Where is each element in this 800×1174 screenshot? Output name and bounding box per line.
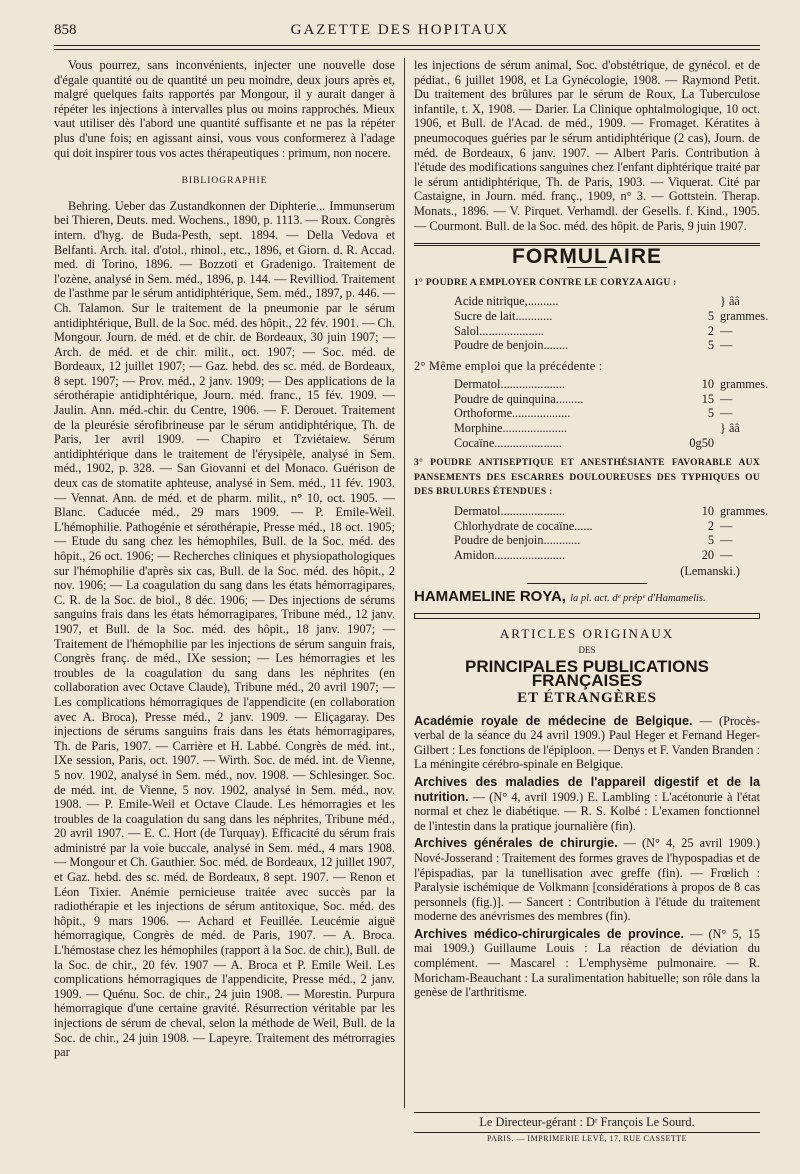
formula-line — [414, 324, 760, 339]
formula-line — [414, 406, 760, 421]
formula-line — [414, 294, 760, 309]
formula-3-credit: (Lemanski.) — [680, 564, 740, 579]
formula-name: Chlorhydrate de cocaïne...... — [454, 518, 593, 533]
articles-heading: ARTICLES ORIGINAUX — [499, 625, 675, 641]
publication-entry — [414, 927, 760, 1000]
formula-unit: grammes. — [720, 308, 769, 323]
formula-name: Amidon....................... — [454, 547, 566, 562]
formula-name: Dermatol..................... — [454, 377, 565, 392]
formula-3-heading: 3° POUDRE ANTISEPTIQUE ET ANESTHÉSIANTE FAVORABLE AUX PANSEMENTS DES ESCARRES DOULOUREUSES DES TYPHIQUES OU DES BRULURES ÉTENDUES : — [414, 458, 760, 498]
formula-line — [414, 436, 760, 451]
hamameline-tagline: la pl. act. dᵉ prépᵉ d'Hamamelis. — [570, 593, 706, 604]
header-rule-secondary — [54, 49, 760, 50]
formula-line — [414, 377, 769, 392]
formula-2-list — [414, 377, 769, 450]
formula-qty — [644, 421, 714, 436]
formula-qty: 10 — [701, 504, 714, 519]
formula-3-list — [414, 504, 769, 562]
formula-qty: 5 — [707, 533, 714, 548]
formula-name: Poudre de benjoin............ — [454, 533, 581, 548]
publication-title: Archives générales de chirurgie. — [414, 836, 618, 851]
director-credit: Le Directeur-gérant : Dʳ François Le Sourd. — [414, 1112, 760, 1133]
formula-qty: 0g50 — [689, 435, 714, 450]
formula-qty: 15 — [701, 391, 714, 406]
formula-unit — [714, 436, 760, 451]
intro-paragraph: Vous pourrez, sans inconvénients, injecter une nouvelle dose d'égale quantité ou de quantité un peu moindre, deux jours après et, malgré quelques faits rapportés par Mongour, il y aurait danger à répéter les injections à intervalles plus ou moins rapprochés. Mieux vaut utiliser dès l'abord une quantité suffisante et ne pas la répéter plus d'une fois; en agissant ainsi, vous vous conformerez à l'adage qui doit inspirer tous vos actes thérapeutiques : primum, non nocere. — [54, 58, 395, 160]
principales-heading: PRINCIPALES PUBLICATIONS FRANÇAISES — [465, 656, 709, 691]
formula-qty: 20 — [701, 547, 714, 562]
formula-line — [414, 533, 760, 548]
formula-line — [414, 548, 760, 563]
formula-line — [414, 338, 760, 353]
formula-name: Poudre de quinquina......... — [454, 391, 584, 406]
formula-unit: grammes. — [720, 504, 769, 519]
section-double-rule — [414, 613, 760, 619]
bibliography-heading: BIBLIOGRAPHIE — [181, 176, 268, 187]
etrangeres-heading: ET ÉTRANGÈRES — [517, 689, 657, 706]
formula-name: Morphine..................... — [454, 421, 568, 436]
formula-qty: 2 — [707, 323, 714, 338]
formula-line — [414, 519, 760, 534]
publication-title: Académie royale de médecine de Belgique. — [414, 713, 693, 728]
formula-qty — [644, 294, 714, 309]
publication-body: — (Procès-verbal de la séance du 24 avril 1909.) Paul Heger et Fernand Heger-Gilbert : Les fonctions de l'épiploon. — Denys et F. Vanden Branden : La méningite cérébro-spinale en Belgique. — [414, 713, 760, 772]
formula-unit: — — [720, 533, 733, 548]
bibliography-text: Behring. Ueber das Zustandkonnen der Diphterie... Immunserum bei Thieren, Deuts. med. Wochens., 1890, p. 1113. — Roux. Congrès intern. d'hyg. de Buda-Pesth, sept. 1894. — Della Vedova et Belfanti. Arch. ital. d'otol., rhinol., etc., 1896, et Giorn. d. R. Accad. med. di Torino, 1896. — Bozzoti et Gradenigo. Traitement de l'ozène, analysé in Sem. méd., 1896, p. 144. — Revilliod. Traitement de l'asthme par le sérum antidiphtérique, Sem. méd., 1897, p. 446. — Ch. Talamon. Sur le traitement de la pneumonie par le sérum antidiphtérique, Bull. de la Soc. méd. des hôpit., 22 fév. 1901. — Ch. Mongour. Journ. de méd. et de chir. de Bordeaux, 30 juin 1907; — Arch. de méd. et de chir. milit., oct. 1907; — Soc. méd. de Bordeaux, 12 juillet 1907; — Gaz. hebd. des sc. méd. de Bordeaux, 8 sept. 1907; — Prov. méd., 2 janv. 1909; — Des applications de la sérothérapie antidiphtérique, Journ. méd. franc., 15 fév. 1909. — Jaulin. Ann. méd.-chir. du Centre, 1906. — F. Derouet. Traitement de la pleurésie sérofibrineuse par le sérum antidiphtérique, Th. de Paris, 1er avril 1909. — Chapiro et Tzviétaiew. Sérum antidiphtérique dans le traitement de l'érysipèle, analysé in Sem. méd., 1902, p. 328. — San Giovanni et del Monaco. Guérison de deux cas de stomatite aphteuse, analysé in Sem. méd., 11 fév. 1903. — Vennat. Ann. de méd. et de pharm. milit., n° 10, oct. 1905. — Blanc. Caducée méd., 29 mars 1909. — P. Emile-Weil. L'hémophilie. Pathogénie et sérothérapie, Presse méd., 18 oct. 1905; — Etude du sang chez les hémophiles, Bull. de la Soc. méd. des hôpit., 26 oct. 1906; — Recherches cliniques et physiopathologiques sur l'hémophilie d'après six cas, Bull. de la Soc. méd. des hôpit., 2 nov. 1906; — La coagulation du sang dans les états hémorragipares, C. R. de la Soc. de biol., 8 déc. 1906; — Des injections de sérums sanguins frais dans les états hémorragipares, Tribune méd., 12 janv. 1907, et Bull. de la Soc. méd. des hôpit., 18 janv. 1907; — Traitement de l'hémophilie par les injections de sérum sanguin frais, Congrès franç. de méd., IXe session; — Les hémorragies et les troubles de la coagulation du sang dans les néphrites (en collaboration avec Octave Claude), Tribune méd., 20 avril 1907; — Les complications hémorragiques de l'appendicite (en collaboration avec A. Broca), Presse méd., 2 janv. 1909. — Eliçagaray. Des injections de sérums sanguins frais dans les états hémorragipares, Th. de Paris, 1907. — Carrière et H. Labbé. Congrès de méd. int., IXe session, Paris, oct. 1907. — Wirth. Soc. de méd. int. de Vienne, 5 nov. 1902, analysé in Sem. méd., nov. 1908. — Schlesinger. Soc. de méd. int. de Vienne, 5 nov. 1902, analysé in Sem. méd., nov. 1908. — P. Emile-Weil et Octave Claude. Les hémorragies et les troubles de la coagulation du sang dans les néphrites, Tribune méd., 20 avril 1907. — E. C. Hort (de Turquay). Efficacité du sérum frais administré par la voie buccale, analysé in Sem. méd., 4 mars 1908. — Mongour et Ch. Gauthier. Soc. méd. de Bordeaux, 12 juillet 1907, et Gaz. hebd. des sc. méd. de Bordeaux, 8 sept. 1907. — Renon et Léon Tixier. Anémie pernicieuse traitée avec succès par la radiothérapie et les injections de sérum antitoxique, Soc. méd. des hôpit., 9 mars 1906. — Achard et Feuillée. Leucémie aiguë hémorragique, Congrès de méd. de Paris, 1907. — A. Broca. L'hémostase chez les hémophiles (rapport à la Soc. de chir.), Bull. de la Soc. de chir., 20 fév. 1907 — A. Broca et P. Emile Weil. Les complications hémorragiques de l'appendicite, Presse méd., 2 janv. 1909. — Quénu. Soc. de chir., 24 juin 1908. — Morestin. Purpura hémorragique d'une certaine gravité. Résurrection véritable par les injections de sérum de cheval, selon la méthode de Weil, Bull. de la Soc. de chir., 24 juin 1908. — Lapeyre. Traitement des métrorragies par — [54, 198, 395, 1060]
bibliography-continuation: les injections de sérum animal, Soc. d'obstétrique, de gynécol. et de pédiat., 6 juillet 1908, et La Gynécologie, 1908. — Raymond Petit. Du traitement des brûlures par le sérum de Roux, La Tuberculose infantile, t. X, 1908. — Darier. La Clinique ophtalmologique, 10 oct. 1906, et Bull. de l'Acad. de méd., 1909. — Fromaget. Kératites à pneumocoques guéries par le sérum antidiphtérique (2 cas), Journ. de méd. de Bordeaux, 6 janv. 1907. — Albert Paris. Contribution à l'étude des modifications sanguines chez l'enfant diphtérique traité par le sérum antidiphtérique, Th. de Paris, 1903. — Viquerat. Cité par Castaigne, in Journ. méd. franç., 1909, n° 3. — Gottstein. Therap. Monats., 1896. — V. Pirquet. Verhamdl. der Gesells. f. Kind., 1905. — Courmont. Bull. de la Soc. méd. des hôpit. de Paris, 9 juin 1907. — [414, 58, 760, 233]
formula-line — [414, 504, 769, 519]
formula-qty: 5 — [707, 406, 714, 421]
formula-unit: — — [720, 338, 733, 353]
right-column — [414, 58, 769, 1003]
formula-name: Dermatol..................... — [454, 504, 565, 519]
formula-qty: 2 — [707, 518, 714, 533]
formula-1-list — [414, 294, 769, 353]
publication-body: — (N° 5, 15 mai 1909.) Guillaume Louis : La réaction de déviation du complément. — Mascarel : L'emphysème pulmonaire. — R. Moricham-Beauchant : La suralimentation habituelle; son rôle dans la genèse de l'arthritisme. — [414, 926, 760, 1000]
page-number: 858 — [54, 22, 77, 38]
publication-entry — [414, 714, 760, 772]
formulaire-title: FORMULAIRE — [512, 245, 662, 269]
formula-qty: 5 — [707, 338, 714, 353]
header-rule — [54, 45, 760, 46]
formula-name: Poudre de benjoin........ — [454, 338, 569, 353]
formula-qty: 10 — [701, 377, 714, 392]
publication-entry — [414, 836, 760, 924]
formula-unit: — — [720, 518, 733, 533]
publication-title: Archives des maladies de l'appareil digestif et de la nutrition. — [414, 774, 760, 804]
hamameline-name: HAMAMELINE ROYA, — [414, 588, 566, 605]
formula-name: Orthoforme................... — [454, 406, 571, 421]
running-head: GAZETTE DES HOPITAUX — [290, 22, 510, 38]
column-divider — [404, 58, 405, 1108]
formula-name: Salol..................... — [454, 323, 544, 338]
printer-imprint: PARIS. — IMPRIMERIE LEVÉ, 17, RUE CASSETTE — [486, 1134, 688, 1143]
formula-2-heading: 2° Même emploi que la précédente : — [414, 358, 603, 373]
formula-qty: 5 — [707, 308, 714, 323]
formula-unit: — — [720, 391, 733, 406]
des-label: DES — [578, 645, 596, 656]
formula-line — [414, 308, 769, 324]
formula-separator — [527, 583, 647, 584]
publication-entry — [414, 775, 760, 833]
formula-unit: } ââ — [720, 421, 740, 436]
formula-name: Cocaïne...................... — [454, 435, 562, 450]
publication-entries — [414, 714, 760, 1000]
publication-body: — (N° 4, 25 avril 1909.) Nové-Josserand : Traitement des formes graves de l'hypospadias et de l'épispadias, par la tunellisation avec greffe (fin). — Frœlich : Paralysie ischémique de Volkmann [considérations à propos de 8 cas personnels (fig.)]. — Sancert : Contribution à l'étude du traitement moderne des anévrismes des membres (fin). — [414, 836, 760, 924]
publication-body: — (N° 4, avril 1909.) E. Lambling : L'acétonurie à l'état normal et chez le diabétique. — R. S. Kolbé : L'examen fonctionnel de l'intestin dans la pratique journalière (fin). — [414, 789, 760, 833]
formula-unit: — — [720, 547, 733, 562]
hamameline-advert — [414, 590, 760, 607]
left-column — [54, 58, 395, 1062]
formula-1-heading: 1° POUDRE A EMPLOYER CONTRE LE CORYZA AIGU : — [414, 277, 677, 288]
formula-name: Acide nitrique,.......... — [454, 294, 559, 309]
publication-title: Archives médico-chirurgicales de province. — [414, 926, 685, 941]
formula-unit: grammes. — [720, 377, 769, 392]
formula-unit: — — [720, 323, 733, 338]
formula-unit: } ââ — [720, 294, 740, 309]
formula-unit: — — [720, 406, 733, 421]
formula-line — [414, 421, 760, 436]
formula-line — [414, 392, 760, 407]
formula-name: Sucre de lait............ — [454, 308, 553, 323]
